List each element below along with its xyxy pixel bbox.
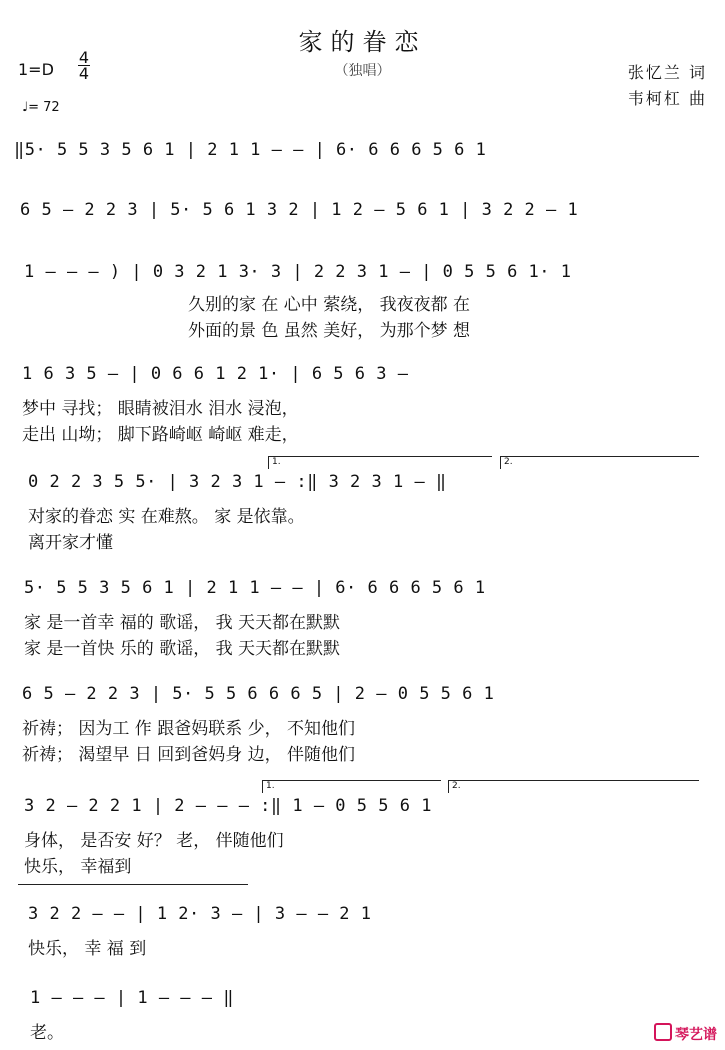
lyricist-credit: 张忆兰 词 (627, 63, 707, 82)
time-signature (78, 50, 90, 81)
notation-line: ‖5· 5 5 3 5 6 1 | 2 1 1 – – | 6· 6 6 6 5 6 1 (14, 140, 487, 160)
lyric-line-2: 离开家才懂 (28, 533, 113, 553)
watermark-logo (654, 1023, 717, 1044)
lyric-line-1: 快乐， 幸 福 到 (28, 939, 147, 959)
lyric-line-1: 家 是一首幸 福的 歌谣， 我 天天都在默默 (24, 613, 341, 633)
music-logo-icon (654, 1023, 672, 1041)
lyric-line-1: 梦中 寻找； 眼睛被泪水 泪水 浸泡， (22, 399, 299, 419)
lyric-line-2: 外面的景 色 虽然 美好， 为那个梦 想 (188, 321, 471, 341)
lyric-line-2: 走出 山坳； 脚下路崎岖 崎岖 难走， (22, 425, 299, 445)
volta-bracket-1: 1. (262, 780, 441, 793)
watermark-text: 琴艺谱 (675, 1027, 717, 1043)
meter-bottom: 4 (78, 64, 90, 83)
page-title: 家的眷恋 (298, 28, 427, 56)
lyric-line-1: 对家的眷恋 实 在难熬。 家 是依靠。 (28, 507, 305, 527)
key-signature: 1=D (18, 60, 54, 79)
lyric-line-1: 老。 (30, 1023, 64, 1043)
notation-line: 3 2 2 – – | 1 2· 3 – | 3 – – 2 1 (28, 904, 372, 924)
lyric-line-1: 身体， 是否安 好？ 老， 伴随他们 (24, 831, 284, 851)
lyric-line-2: 家 是一首快 乐的 歌谣， 我 天天都在默默 (24, 639, 341, 659)
notation-line: 1 – – – | 1 – – – ‖ (30, 988, 234, 1008)
volta-bracket-1: 1. (268, 456, 492, 469)
lyric-line-2: 快乐， 幸福到 (24, 857, 132, 877)
notation-line: 0 2 2 3 5 5· | 3 2 3 1 – :‖ 3 2 3 1 – ‖ (28, 472, 447, 492)
volta-bracket-2: 2. (500, 456, 699, 469)
lyric-line-1: 久别的家 在 心中 萦绕， 我夜夜都 在 (188, 295, 471, 315)
tempo-marking: ♩= 72 (22, 100, 60, 115)
notation-line: 1 6 3 5 – | 0 6 6 1 2 1· | 6 5 6 3 – (22, 364, 409, 384)
notation-line: 1 – – – ) | 0 3 2 1 3· 3 | 2 2 3 1 – | 0 5 5 6 1· 1 (24, 262, 572, 282)
section-divider (18, 884, 248, 885)
notation-line: 3 2 – 2 2 1 | 2 – – – :‖ 1 – 0 5 5 6 1 (24, 796, 432, 816)
composer-credit: 韦柯杠 曲 (627, 89, 707, 108)
lyric-line-1: 祈祷； 因为工 作 跟爸妈联系 少， 不知他们 (22, 719, 356, 739)
notation-line: 6 5 – 2 2 3 | 5· 5 6 1 3 2 | 1 2 – 5 6 1 | 3 2 2 – 1 (20, 200, 579, 220)
subtitle: （独唱） (334, 63, 391, 79)
notation-line: 5· 5 5 3 5 6 1 | 2 1 1 – – | 6· 6 6 6 5 6 1 (24, 578, 486, 598)
meter-top: 4 (78, 48, 90, 67)
notation-line: 6 5 – 2 2 3 | 5· 5 5 6 6 6 5 | 2 – 0 5 5 6 1 (22, 684, 495, 704)
volta-bracket-2: 2. (448, 780, 699, 793)
lyric-line-2: 祈祷； 渴望早 日 回到爸妈身 边， 伴随他们 (22, 745, 356, 765)
